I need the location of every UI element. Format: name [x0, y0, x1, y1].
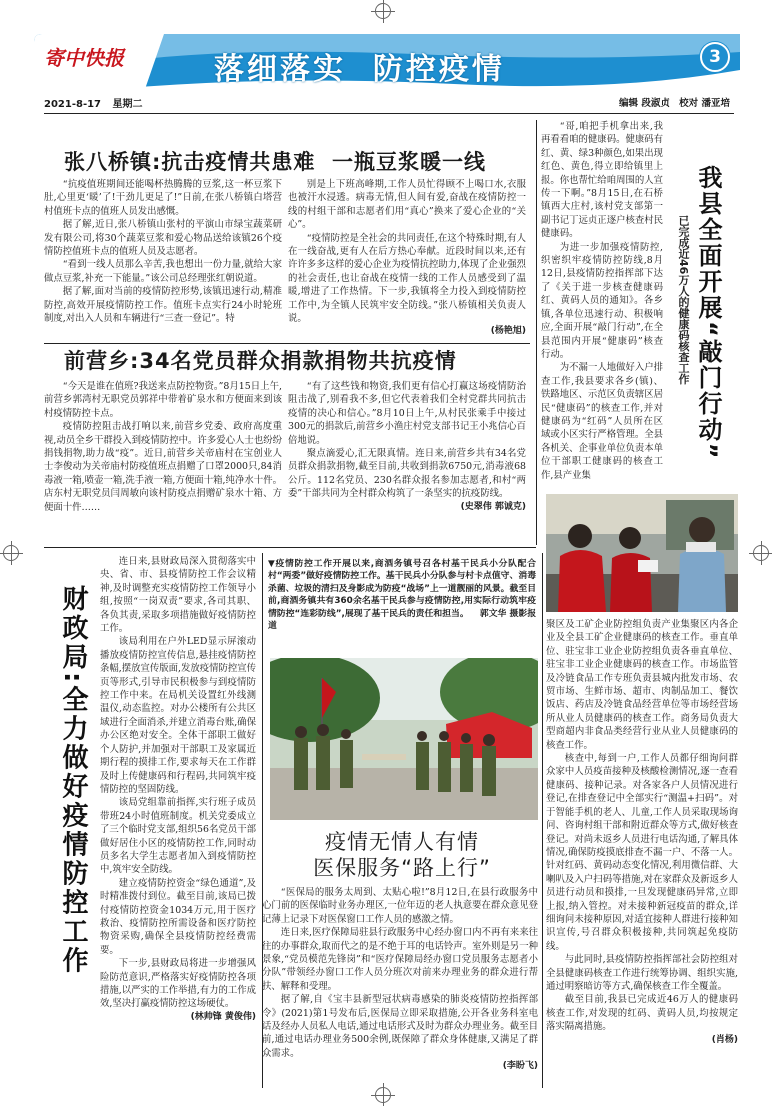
registration-mark-right-icon	[753, 545, 769, 561]
side-story-paragraph: “哥,咱把手机拿出来,我再看看咱的健康码。健康码有红、黄、绿3种颜色,如果出现红色、黄色,得立即给镇里上报。你也帮忙给咱周围的人宣传一下啊。”8月15日,在石桥镇西大庄村,该村党支部第一副书记丁远贞正逐户核查村民健康码。	[541, 121, 663, 240]
dateline	[44, 95, 734, 111]
article1-paragraph: 据了解,近日,张八桥镇山张村的平演山市绿宝蔬菜研发有限公司,将30个蔬菜豆浆和爱心物品送给该镇26个疫情防控值班卡点的值班人员及志愿者。	[44, 219, 282, 258]
side-story-paragraph: 为进一步加强疫情防控,织密织牢疫情防控防线,8月12日,县疫情防控指挥部下达了《关于进一步核查健康码红、黄码人员的通知》。各乡镇,各单位迅速行动、积极响应,全面开展“敲门行动”,在全县范围内开展“健康码”核查行动。	[541, 241, 663, 360]
article3-paragraph: 该局党组靠前指挥,实行班子成员带班24小时值班制度。机关党委成立了三个临时党支部,组织56名党员干部做好居住小区的疫情防控工作,同时动员多名大学生志愿者加入到疫情防控中,筑牢安全防线。	[100, 797, 256, 876]
side-story-title-text: 我县全面开展“敲门行动”	[694, 165, 722, 461]
article2-signature: (史翠伟 郭诚克)	[460, 501, 526, 512]
editor-name: 段淑贞	[641, 98, 670, 109]
article1-paragraph: “抗疫值班期间还能喝杯热腾腾的豆浆,这一杯豆浆下肚,心里更‘暖’了!干劲儿更足了!”日前,在张八桥镇白塔营村值班卡点的值班人员发出感慨。	[44, 179, 282, 217]
article3-title	[52, 585, 92, 975]
article3-paragraph: 连日来,县财政局深入贯彻落实中央、省、市、县疫情防控工作会议精神,及时调整充实疫情防控工作领导小组,按照“一岗双责”要求,各司其职、各负其责,采取多项措施做好疫情防控工作。	[100, 556, 256, 635]
photo-credit: 郭文华 摄影报道	[268, 608, 536, 632]
article4-paragraph: “医保局的服务太周到、太贴心啦!”8月12日,在县行政服务中心门前的医保临时业务办理区,一位年迈的老人执意要在群众意见登记薄上记录下对医保窗口工作人员的感激之情。	[262, 887, 538, 925]
article1-paragraph: “疫情防控是全社会的共同责任,在这个特殊时期,有人在一线奋战,更有人在后方热心奉献。近段时间以来,还有许许多多这样的爱心企业为疫情抗控助力,体现了企业强烈的社会责任,也让奋战在疫情一线的工作人员感受到了温暖,增进了工作热情。下一步,我镇将全力投入到疫情防控工作中,为全镇人民筑牢安全防线。”张八桥镇相关负责人说。	[288, 232, 526, 325]
article2-col1	[44, 380, 282, 550]
article4-title-line2: 医保服务“路上行”	[313, 856, 491, 880]
side-story-paragraph: 核查中,每到一户,工作人员都仔细询问群众家中人员疫苗接种及核酸检测情况,逐一查看健康码、接种记录。对各家各户人员情况进行登记,在排查登记中全部实行“测温+扫码”。对于智能手机的老人、儿童,工作人员采取现场询问、咨询村组干部和附近群众等方式,做好核查登记。对尚未返乡人员进行电话沟通,了解具体情况,确保防疫摸底排查不漏一户、不落一人。针对红码、黄码动态变化情况,利用微信群、大喇叭及入户扫码等措施,对在家群众及新返乡人员进行动员和摸排,一旦发现健康码异常,立即上报,纳入管控。对未接种新冠疫苗的群众,详细询问未接种原因,对适宜接种人群进行接种知识宣传,号召群众积极接种,共同筑起免疫防线。	[546, 753, 738, 952]
article1-col2	[288, 178, 526, 338]
editor-label: 编辑	[619, 98, 639, 109]
article4-title-line1: 疫情无情人有情	[325, 830, 479, 854]
article3-paragraph: 建立疫情防控资金“绿色通道”,及时精准拨付到位。截至目前,该局已拨付疫情防控资金1034万元,用于医疗救治、疫情防控所需设备和医疗防控物资采购,确保全县疫情防控经费需要。	[100, 877, 256, 956]
article3-paragraph: 该局利用在户外LED显示屏滚动播放疫情防控宣传信息,悬挂疫情防控条幅,摆放宣传版面,发放疫情防控宣传页等形式,引导市民积极参与到疫情防控工作中来。在局机关设置红外线测温仪,动态监控。对办公楼所有公共区域进行全面消杀,并建立消毒台账,确保办公区绝对安全。全体干部职工做好个人防护,并加强对干部职工及家属近期行程的摸排工作,要求每天在工作群及时上传健康码和行程码,共同筑牢疫情防控的坚固防线。	[100, 636, 256, 795]
article2-col2	[288, 380, 526, 550]
article1-paragraph: 据了解,面对当前的疫情防控形势,该镇迅速行动,精准防控,高效开展疫情防控工作。值班卡点实行24小时轮班制度,对出入人员和车辆进行“三查一登记”。特	[44, 286, 282, 325]
article4-paragraph: 连日来,医疗保障局驻县行政服务中心经办窗口内不再有来来往往的办事群众,取而代之的是不绝于耳的电话铃声。室外则是另一种景象,“党员模范先锋岗”和“医疗保障局经办窗口党员服务志愿者小分队”带领经办窗口工作人员分班次对前来办理业务的群众进行帮扶、解释和受理。	[262, 927, 538, 992]
health-code-check-photo	[546, 494, 738, 612]
article1-col1	[44, 178, 282, 334]
issue-weekday: 星期二	[112, 99, 143, 110]
side-story-paragraph: 截至目前,我县已完成近46万人的健康码核查工作,对发现的红码、黄码人员,均按规定落实隔离措施。	[546, 994, 738, 1033]
side-story-paragraph: 与此同时,县疫情防控指挥部社会防控组对全县健康码核查工作进行统筹协调、组织实施,通过明察暗访等方式,确保核查工作全覆盖。	[546, 954, 738, 992]
side-story-paragraph: 聚区及工矿企业防控组负责产业集聚区内各企业及全县工矿企业健康码的核查工作。垂直单位、驻宝非工业企业防控组负责各垂直单位、驻宝非工业企业健康码的核查工作。市场监管及冷链食品工作专班负责县城内批发市场、农贸市场、生鲜市场、超市、肉制品加工、餐饮饭店、药店及冷链食品经营单位等市场经营场所从业人员健康码的核查工作。商务局负责大型商超内非食品类经营行业从业人员健康码的核查工作。	[546, 619, 738, 751]
proofreader-label: 校对	[679, 98, 699, 109]
article3-title-text: 财政局:全力做好疫情防控工作	[58, 585, 88, 976]
photo-caption-text: ▼疫情防控工作开展以来,商酒务镇号召各村基干民兵小分队配合村“两委”做好疫情防控工作。基干民兵小分队参与村卡点值守、消毒杀菌、垃圾的清扫及身影成为防疫“战场”上一道靓丽的风景。截至目前,商酒务镇共有360余名基干民兵参与疫情防控,用实际行动筑牢疫情防控“连彩防线”,展现了基干民兵的责任和担当。	[268, 559, 536, 619]
article1-paragraph: 别是上下班高峰期,工作人员忙得顾不上喝口水,衣服也被汗水浸透。病毒无情,但人间有爱,奋战在疫情防控一线的村组干部和志愿者们用“真心”换来了爱心企业的“关心”。	[288, 179, 526, 231]
article1-title: 张八桥镇:抗击疫情共患难 一瓶豆浆暖一线	[64, 150, 487, 174]
lower-right-separator	[542, 553, 543, 1088]
article3-body	[100, 555, 256, 1082]
side-story-bottom-column	[546, 618, 738, 1088]
side-story-subtitle	[673, 215, 691, 384]
page-number-badge	[700, 42, 730, 72]
header-rule	[44, 113, 734, 114]
side-story-subtitle-text: 已完成近46万人的健康码核查工作	[677, 215, 690, 385]
right-column-separator	[536, 120, 537, 545]
article4-paragraph: 据了解,自《宝丰县新型冠状病毒感染的肺炎疫情防控指挥部令》(2021)第1号发布后,医保局立即采取措施,公开各业务科室电话及经办人员私人电话,通过电话形式及时为群众办理业务。截至目前,通过电话办理业务500余例,既保障了群众身体健康,又满足了群众需求。	[262, 994, 538, 1059]
page-number: 3	[709, 47, 721, 67]
article2-title: 前营乡:34名党员群众捐款捐物共抗疫情	[64, 349, 457, 373]
side-story-paragraph: 为不漏一人地做好入户排查工作,我县要求各乡(镇)、铁路地区、示范区负责辖区居民“健康码”的核查工作,并对健康码为“红码”人员所在区域或小区实行严格管理。全县各机关、企事业单位负责本单位干部职工健康码的核查工作,县产业集	[541, 362, 663, 481]
article2-paragraph: “今天是谁在值班?我送来点防控物资。”8月15日上午,前营乡郭湾村无职党员郭祥中带着矿泉水和方便面来到该村疫情防控卡点。	[44, 381, 282, 419]
masthead	[34, 34, 740, 92]
proofreader-name: 潘亚培	[701, 98, 730, 109]
militia-checkpoint-photo	[270, 658, 538, 820]
article3-paragraph: 下一步,县财政局将进一步增强风险防范意识,严格落实好疫情防控各项措施,以严实的工作举措,有力的工作成效,坚决打赢疫情防控这场硬仗。	[100, 958, 256, 1010]
registration-mark-bottom-icon	[375, 1087, 391, 1103]
editor-credits	[619, 95, 730, 109]
article4-body	[262, 886, 538, 1086]
article1-signature: (杨艳旭)	[490, 326, 526, 337]
article1-paragraph: “看到一线人员那么辛苦,我也想出一份力量,就给大家做点豆浆,补充一下能量。”该公司总经理张红朝说道。	[44, 259, 282, 284]
article1-bottom-rule	[44, 343, 530, 344]
article2-paragraph: 疫情防控阻击战打响以来,前营乡党委、政府高度重视,动员全乡干群投入到疫情防控中。许多爱心人士也纷纷捐钱捐物,助力战“疫”。近日,前营乡关帝庙村在宝创业人士李俊动为关帝庙村防疫值班点捐赠了口罩2000只,84消毒液一箱,喷壶一箱,洗手液一箱,方便面十箱,纯净水十件。店东村无职党员闫周敏向该村防疫点捐赠矿泉水十箱、方便面十件……	[44, 421, 282, 513]
side-story-title	[692, 165, 726, 461]
article2-paragraph: “有了这些钱和物资,我们更有信心打赢这场疫情防治阻击战了,别看我不多,但它代表着我们全村党群共同抗击疫情的决心和信心。”8月10日上午,从村民张乘手中接过300元的捐款后,前营乡小渔庄村党支部书记王小兆信心百倍地说。	[288, 381, 526, 446]
article3-signature: (林帅锋 黄俊伟)	[190, 1011, 256, 1022]
lower-section-rule	[44, 547, 536, 548]
registration-mark-left-icon	[3, 545, 19, 561]
issue-date: 2021-8-17	[44, 99, 102, 110]
registration-mark-top-icon	[375, 3, 391, 19]
side-story-signature: (肖杨)	[711, 1034, 738, 1045]
photo-caption-block	[268, 558, 536, 652]
logo-text: 寄中快报	[44, 46, 124, 70]
article4-signature: (李盼飞)	[502, 1061, 538, 1072]
side-story-top-column	[541, 120, 663, 510]
banner-title: 落细落实 防控疫情	[214, 52, 505, 87]
article2-paragraph: 聚点滴爱心,汇无限真情。连日来,前营乡共有34名党员群众捐款捐物,截至目前,共收到捐款6750元,消毒液68公斤。112名党员、230名群众报名参加志愿者,和村“两委”干部共同为全村群众构筑了一条坚实的抗疫防线。	[288, 448, 526, 500]
